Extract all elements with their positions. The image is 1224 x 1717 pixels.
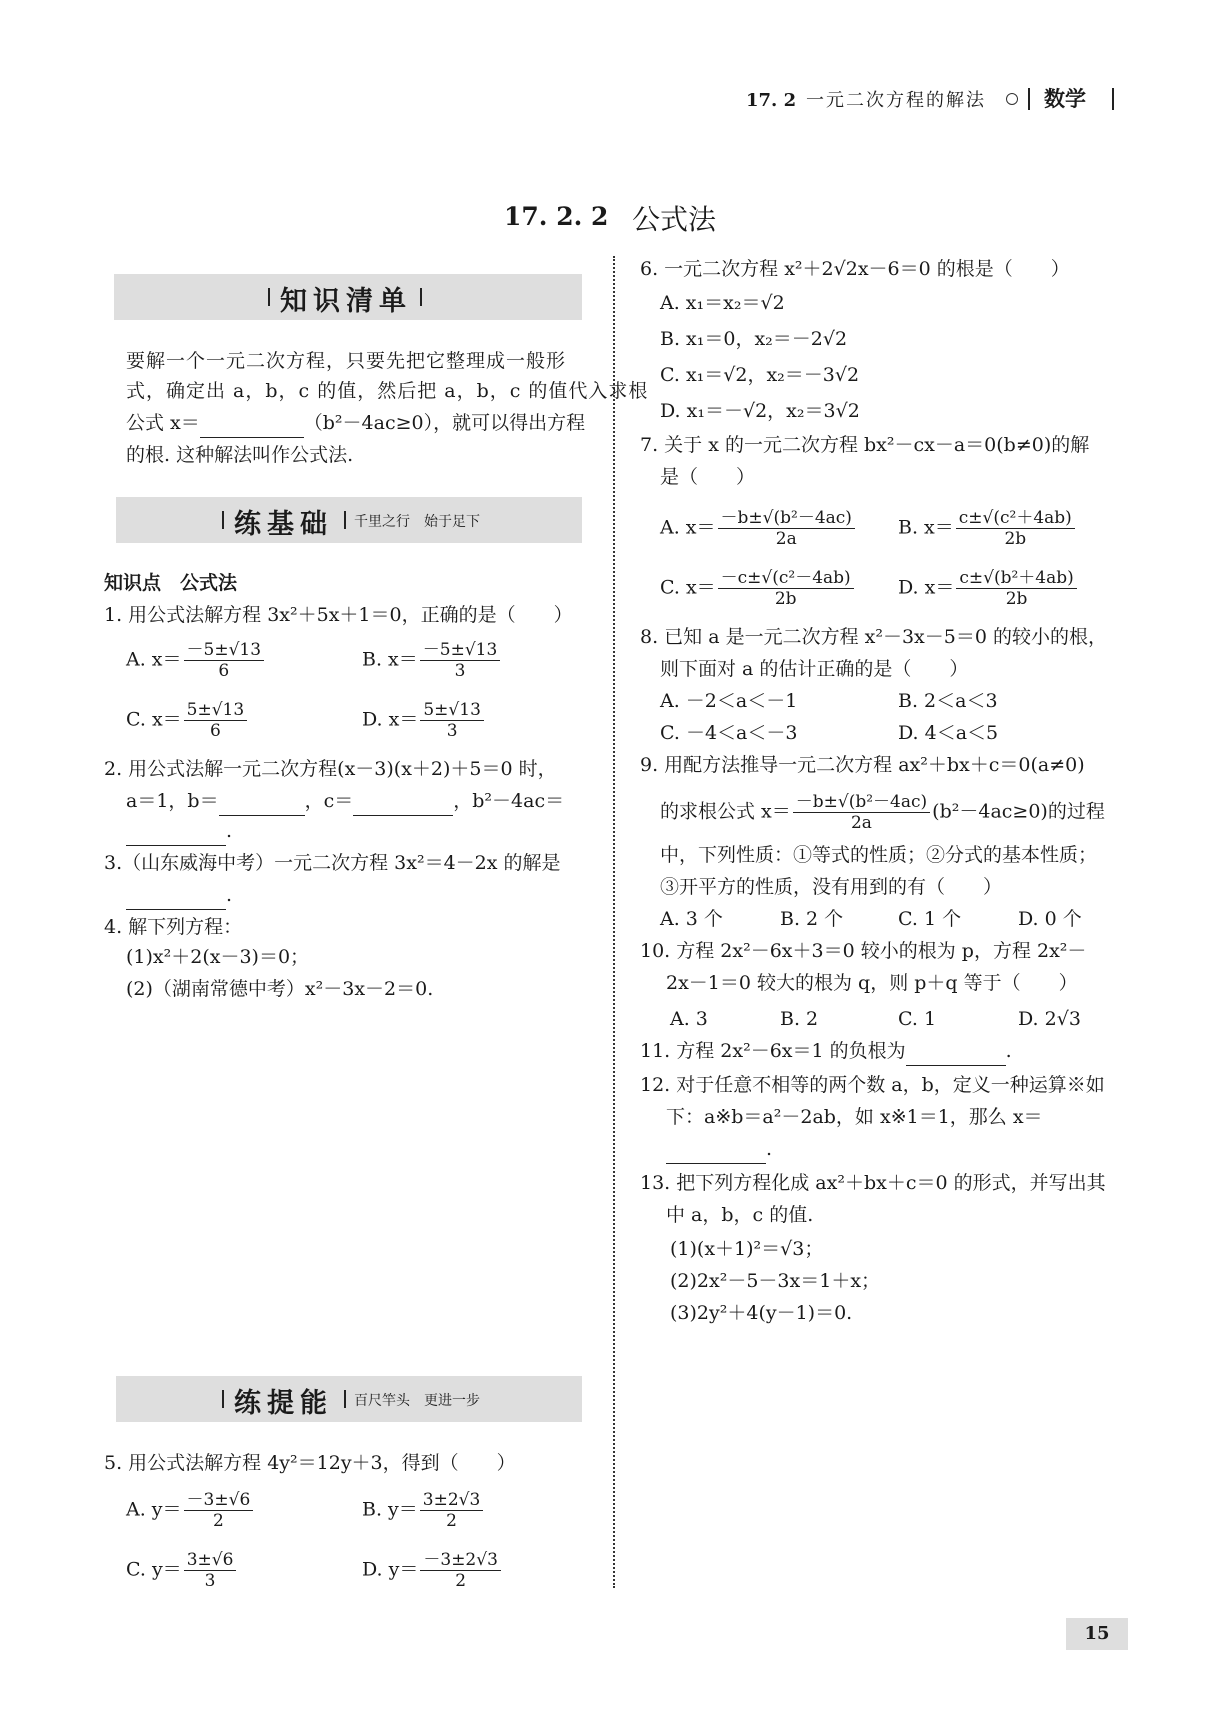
basic-motto: 千里之行 始于足下 [354, 514, 480, 530]
q5-option-d[interactable]: D. y＝ $\frac{-3\pm 2√3}{2}$ [362, 1550, 503, 1591]
header-subject: 数学 [1044, 87, 1086, 111]
q3-blank[interactable] [126, 887, 226, 910]
q1-d-den: 3 [446, 721, 458, 741]
q1-option-a[interactable]: A. x＝ $\frac{-5\pm√13}{6}$ [126, 640, 266, 681]
page-number-box [1066, 1618, 1128, 1650]
q8-line-1: 8. 已知 a 是一元二次方程 x²－3x－5＝0 的较小的根， [640, 626, 1107, 648]
knowledge-band [114, 274, 582, 320]
q5-option-c[interactable]: C. y＝ $\frac{3\pm√6}{3}$ [126, 1550, 238, 1591]
q1-option-c[interactable]: C. x＝ $\frac{5\pm√13}{6}$ [126, 700, 249, 741]
q10-option-d[interactable]: D. 2√3 [1018, 1008, 1081, 1030]
column-divider [613, 256, 615, 1588]
q9-line-2: 的求根公式 x＝ $\frac{\text{－b±√(b²－4ac)}}{2a}$ (b²－4ac≥0)的过程 [660, 792, 1105, 833]
q3-line-2: . [126, 880, 232, 910]
q1-option-b[interactable]: B. x＝ $\frac{-5\pm√13}{3}$ [362, 640, 502, 681]
q9-option-a[interactable]: A. 3 个 [660, 908, 723, 930]
q1-c-num: 5±√13 [184, 700, 248, 721]
q12-line-2: 下：a※b＝a²－2ab，如 x※1＝1，那么 x＝ [666, 1106, 1043, 1128]
q3-line-1: 3.（山东威海中考）一元二次方程 3x²＝4－2x 的解是 [104, 852, 561, 874]
q5-option-a[interactable]: A. y＝ $\frac{-3\pm√6}{2}$ [126, 1490, 255, 1531]
band-bar-left [222, 1390, 224, 1408]
header-circle-icon [1006, 93, 1018, 105]
q9-option-b[interactable]: B. 2 个 [780, 908, 844, 930]
q9-line-1: 9. 用配方法推导一元二次方程 ax²＋bx＋c＝0(a≠0) [640, 754, 1085, 776]
q10-line-2: 2x－1＝0 较大的根为 q，则 p＋q 等于（ ） [666, 972, 1078, 994]
advanced-heading: 练提能 [234, 1388, 333, 1419]
q9-option-d[interactable]: D. 0 个 [1018, 908, 1082, 930]
knowledge-line-3 [126, 408, 585, 438]
q6-option-c[interactable]: C. x₁＝√2，x₂＝－3√2 [660, 364, 860, 386]
q9-line-4: ③开平方的性质，没有用到的有（ ） [660, 876, 1003, 898]
q1-c-den: 6 [210, 721, 221, 741]
q8-option-d[interactable]: D. 4＜a＜5 [898, 722, 999, 744]
q7-option-c[interactable]: C. x＝ $\frac{\text{－c±√(c²－4ab)}}{2b}$ [660, 568, 856, 609]
section-number: 17. 2. 2 [504, 202, 609, 231]
q12-line-1: 12. 对于任意不相等的两个数 a，b，定义一种运算※如 [640, 1074, 1105, 1096]
q12-line-3: . [666, 1134, 772, 1164]
q13-line-3: (1)(x＋1)²＝√3； [670, 1238, 824, 1260]
q1-stem: 1. 用公式法解方程 3x²＋5x＋1＝0，正确的是（ ） [104, 604, 573, 626]
q1-b-den: 3 [454, 661, 466, 681]
q7-option-b[interactable]: B. x＝ $\frac{\text{c±√(c²＋4ab)}}{2b}$ [898, 508, 1077, 549]
q9-line-3: 中，下列性质：①等式的性质；②分式的基本性质； [660, 844, 1098, 866]
header-divider-right [1112, 88, 1114, 110]
band-bar-right [420, 288, 422, 306]
q5-option-b[interactable]: B. y＝ $\frac{3\pm 2√3}{2}$ [362, 1490, 485, 1531]
q8-option-b[interactable]: B. 2＜a＜3 [898, 690, 998, 712]
q7-option-a[interactable]: A. x＝ $\frac{\text{－b±√(b²－4ac)}}{2a}$ [660, 508, 857, 549]
q6-option-d[interactable]: D. x₁＝－√2，x₂＝3√2 [660, 400, 860, 422]
section-title: 公式法 [632, 203, 717, 236]
q10-option-c[interactable]: C. 1 [898, 1008, 937, 1030]
q4-line-2: (1)x²＋2(x－3)＝0； [126, 946, 310, 968]
band-bar-left [222, 511, 224, 529]
q6-option-a[interactable]: A. x₁＝x₂＝√2 [660, 292, 785, 314]
formula-blank[interactable] [200, 415, 304, 438]
advanced-motto: 百尺竿头 更进一步 [354, 1393, 480, 1409]
header-divider-left [1028, 88, 1030, 110]
knowledge-point: 知识点 公式法 [104, 572, 238, 594]
q11-blank[interactable] [906, 1043, 1006, 1066]
q1-d-num: 5±√13 [420, 700, 484, 721]
q5-stem: 5. 用公式法解方程 4y²＝12y＋3，得到（ ） [104, 1452, 516, 1474]
q2-blank-c[interactable] [353, 793, 453, 816]
q7-line-2: 是（ ） [660, 466, 756, 488]
q7-line-1: 7. 关于 x 的一元二次方程 bx²－cx－a＝0(b≠0)的解 [640, 434, 1090, 456]
formula-condition: （b²－4ac≥0），就可以得出方程 [303, 412, 586, 434]
formula-label: 公式 x＝ [126, 412, 200, 434]
q10-option-b[interactable]: B. 2 [780, 1008, 819, 1030]
q4-line-3: (2)（湖南常德中考）x²－3x－2＝0. [126, 978, 434, 1000]
q11-line: 11. 方程 2x²－6x＝1 的负根为 . [640, 1036, 1012, 1066]
q8-line-2: 则下面对 a 的估计正确的是（ ） [660, 658, 969, 680]
page-number: 15 [1084, 1623, 1110, 1644]
q10-option-a[interactable]: A. 3 [670, 1008, 708, 1030]
q4-line-1: 4. 解下列方程： [104, 916, 243, 938]
q1-a-num: －5±√13 [184, 640, 265, 661]
q12-blank[interactable] [666, 1141, 766, 1164]
band-bar-mid [344, 511, 346, 529]
q1-b-num: －5±√13 [420, 640, 501, 661]
q6-option-b[interactable]: B. x₁＝0，x₂＝－2√2 [660, 328, 848, 350]
q6-stem: 6. 一元二次方程 x²＋2√2x－6＝0 的根是（ ） [640, 258, 1070, 280]
q1-option-d[interactable]: D. x＝ $\frac{5\pm√13}{3}$ [362, 700, 486, 741]
band-bar-left [268, 288, 270, 306]
header-section-number: 17. 2 [746, 90, 797, 111]
q1-a-den: 6 [218, 661, 230, 681]
q13-line-1: 13. 把下列方程化成 ax²＋bx＋c＝0 的形式，并写出其 [640, 1172, 1106, 1194]
band-bar-mid [344, 1390, 346, 1408]
q7-option-d[interactable]: D. x＝ $\frac{\text{c±√(b²＋4ab)}}{2b}$ [898, 568, 1079, 609]
q2-blank-delta[interactable] [126, 823, 226, 846]
q2-line-2: a＝1，b＝ ，c＝ ，b²－4ac＝ [126, 786, 564, 816]
header-chapter-title: 一元二次方程的解法 [806, 90, 986, 111]
q2-line-3: . [126, 816, 232, 846]
knowledge-line-4: 的根. 这种解法叫作公式法. [126, 444, 354, 466]
q13-line-2: 中 a，b，c 的值. [666, 1204, 814, 1226]
q13-line-4: (2)2x²－5－3x＝1＋x； [670, 1270, 881, 1292]
q2-line-1: 2. 用公式法解一元二次方程(x－3)(x＋2)＋5＝0 时， [104, 758, 557, 780]
basic-band [116, 497, 582, 543]
knowledge-line-1: 要解一个一元二次方程，只要先把它整理成一般形 [126, 350, 567, 372]
knowledge-line-2: 式，确定出 a，b，c 的值，然后把 a，b，c 的值代入求根 [126, 380, 649, 402]
q13-line-5: (3)2y²＋4(y－1)＝0. [670, 1302, 853, 1324]
q2-blank-b[interactable] [219, 793, 305, 816]
q8-option-a[interactable]: A. －2＜a＜－1 [660, 690, 798, 712]
q10-line-1: 10. 方程 2x²－6x＋3＝0 较小的根为 p，方程 2x²－ [640, 940, 1087, 962]
knowledge-heading: 知识清单 [280, 286, 412, 317]
basic-heading: 练基础 [234, 509, 333, 540]
q9-option-c[interactable]: C. 1 个 [898, 908, 962, 930]
advanced-band [116, 1376, 582, 1422]
q8-option-c[interactable]: C. －4＜a＜－3 [660, 722, 798, 744]
